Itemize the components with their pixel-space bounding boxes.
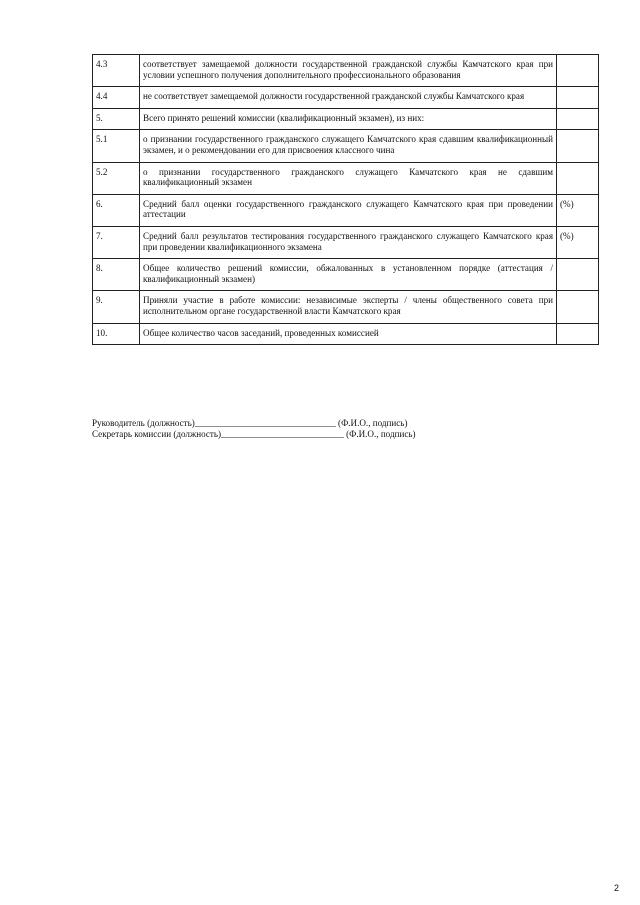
row-value-cell [557,108,599,130]
table-row [93,130,599,162]
table-row [93,108,599,130]
row-description-cell: Общее количество часов заседаний, проведенных комиссией [140,323,557,345]
page-number: 2 [613,883,619,893]
row-value-cell [557,291,599,323]
table-row [93,226,599,258]
table-row [93,323,599,345]
table-row [93,259,599,291]
row-value-cell [557,162,599,194]
row-number-cell: 8. [93,259,140,291]
table-row [93,162,599,194]
row-description-cell: соответствует замещаемой должности государственной гражданской службы Камчатского края при условии успешного получения дополнительного профессионального образования [140,55,557,87]
row-description-cell: Общее количество решений комиссии, обжалованных в установленном порядке (аттестация /квалификационный экзамен) [140,259,557,291]
report-table [92,54,599,345]
row-description-cell: Средний балл оценки государственного гражданского служащего Камчатского края при проведении аттестации [140,194,557,226]
row-number-cell: 6. [93,194,140,226]
table-row [93,55,599,87]
table-row [93,291,599,323]
row-description-cell: Всего принято решений комиссии (квалификационный экзамен), из них: [140,108,557,130]
row-value-cell [557,323,599,345]
row-number-cell: 5.2 [93,162,140,194]
row-description-cell: о признании государственного гражданского служащего Камчатского края не сдавшим квалификационный экзамен [140,162,557,194]
report-table-body [93,55,599,345]
row-value-cell: (%) [557,226,599,258]
row-value-cell: (%) [557,194,599,226]
row-number-cell: 4.3 [93,55,140,87]
table-row [93,194,599,226]
row-number-cell: 4.4 [93,87,140,109]
row-value-cell [557,130,599,162]
row-description-cell: Средний балл результатов тестирования государственного гражданского служащего Камчатского края при проведении квалификационного экзамена [140,226,557,258]
row-value-cell [557,87,599,109]
row-number-cell: 5. [93,108,140,130]
signature-block [92,418,612,440]
row-description-cell: о признании государственного гражданского служащего Камчатского края сдавшим квалификационный экзамен, и о рекомендовании его для присвоения классного чина [140,130,557,162]
row-number-cell: 9. [93,291,140,323]
row-value-cell [557,259,599,291]
table-row [93,87,599,109]
row-number-cell: 10. [93,323,140,345]
row-value-cell [557,55,599,87]
row-number-cell: 7. [93,226,140,258]
head-signature-line: Руководитель (должность)_______________________________ (Ф.И.О., подпись) [92,418,408,428]
secretary-signature-line: Секретарь комиссии (должность)___________________________ (Ф.И.О., подпись) [92,429,416,439]
row-description-cell: не соответствует замещаемой должности государственной гражданской службы Камчатского края [140,87,557,109]
row-description-cell: Приняли участие в работе комиссии: независимые эксперты / члены общественного совета при исполнительном органе государственной власти Камчатского края [140,291,557,323]
row-number-cell: 5.1 [93,130,140,162]
